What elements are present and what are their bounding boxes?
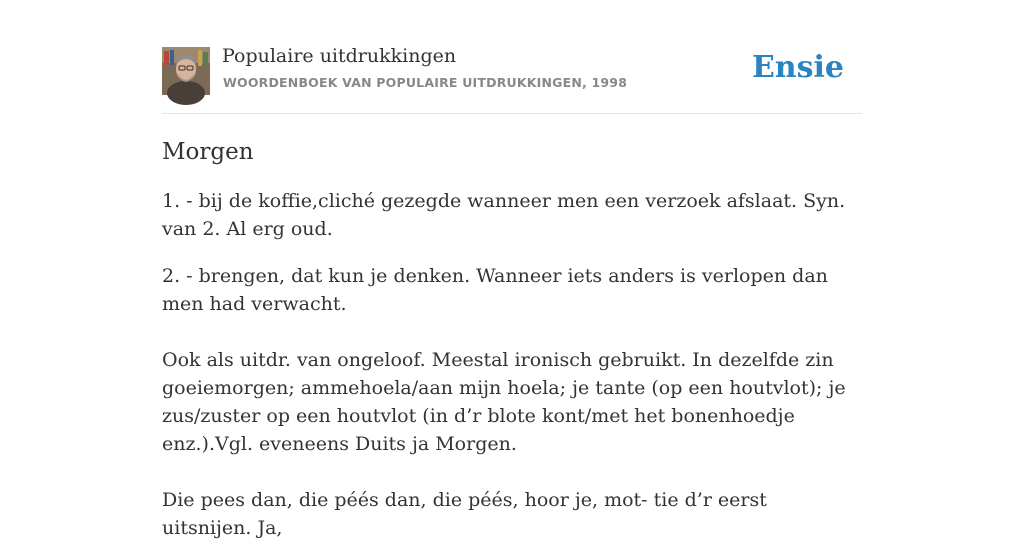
source-subtitle: WOORDENBOEK VAN POPULAIRE UITDRUKKINGEN, 1998 bbox=[223, 75, 628, 90]
paragraph-spacer bbox=[162, 318, 862, 346]
definition-2: 2. - brengen, dat kun je denken. Wanneer iets anders is verlopen dan men had verwacht. bbox=[162, 265, 828, 315]
paragraph-spacer bbox=[162, 458, 862, 486]
entry-content bbox=[162, 138, 862, 542]
definition-2-quote: Die pees dan, die péés dan, die péés, hoor je, mot- tie d’r eerst uitsnijen. Ja, bbox=[162, 489, 767, 539]
entry-term: Morgen bbox=[162, 139, 254, 165]
entry-card bbox=[162, 0, 862, 539]
definition-1: 1. - bij de koffie,cliché gezegde wanneer men een verzoek afslaat. Syn. van 2. Al erg oud. bbox=[162, 190, 846, 240]
source-title[interactable]: Populaire uitdrukkingen bbox=[222, 45, 457, 67]
source-header bbox=[162, 0, 862, 114]
author-avatar[interactable] bbox=[162, 47, 210, 95]
ensie-logo-link[interactable]: Ensie bbox=[751, 50, 844, 85]
definition-2-usage: Ook als uitdr. van ongeloof. Meestal ironisch gebruikt. In dezelfde zin goeiemorgen; ammehoela/aan mijn hoela; je tante (op een houtvlot); je zus/zuster op een houtvlot (in d’r blote kont/met het bonenhoedje enz.).Vgl. eveneens Duits ja Morgen. bbox=[162, 349, 846, 455]
paragraph-spacer bbox=[162, 243, 862, 262]
author-portrait-icon bbox=[162, 47, 210, 95]
